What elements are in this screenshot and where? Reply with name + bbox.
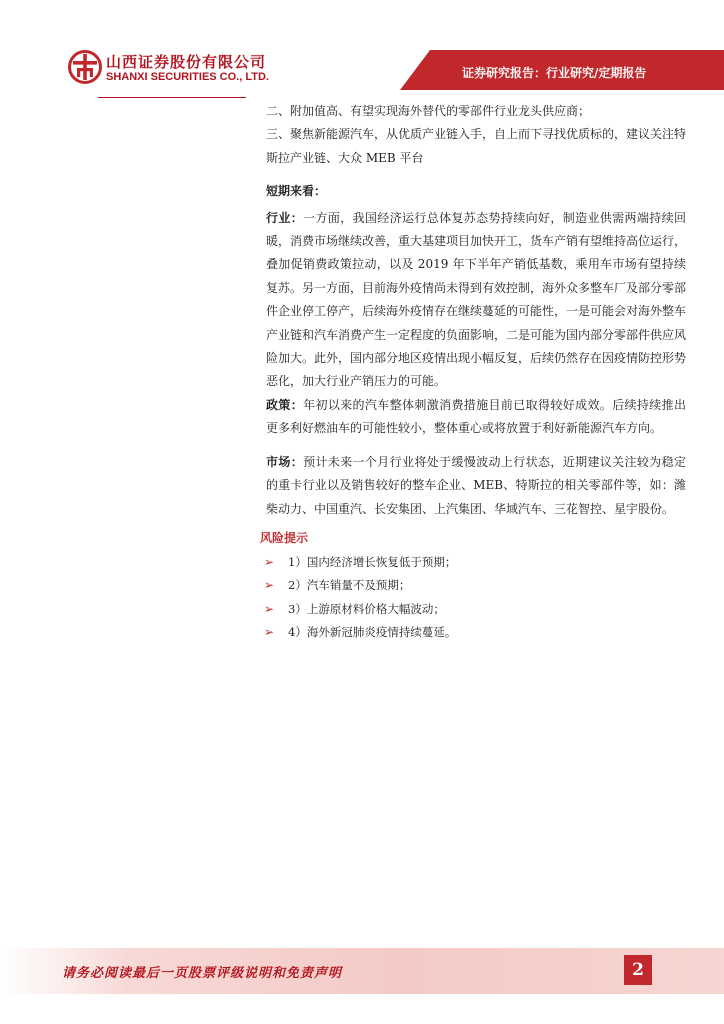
policy-label: 政策： (266, 397, 304, 412)
risk-list (266, 551, 686, 644)
risk-item (266, 598, 686, 621)
arrow-bullet-icon: ➢ (264, 624, 275, 639)
arrow-bullet-icon: ➢ (264, 554, 275, 569)
paragraph-item-2: 二、附加值高、有望实现海外替代的零部件行业龙头供应商； (266, 104, 591, 118)
risk-text: 3）上游原材料价格大幅波动； (288, 601, 445, 616)
policy-text: 年初以来的汽车整体刺激消费措施目前已取得较好成效。后续持续推出更多利好燃油车的可能性较小，整体重心或将放置于利好新能源汽车方向。 (266, 397, 686, 436)
arrow-bullet-icon: ➢ (264, 578, 275, 593)
market-label: 市场： (266, 454, 304, 469)
risk-item (266, 574, 686, 597)
company-logo-icon (68, 50, 102, 84)
market-paragraph (266, 451, 686, 521)
risk-text: 4）海外新冠肺炎疫情持续蔓延。 (288, 624, 457, 639)
report-body (260, 100, 687, 644)
risk-text: 1）国内经济增长恢复低于预期； (288, 554, 457, 569)
page-number: 2 (624, 955, 652, 985)
company-name-en: SHANXI SECURITIES CO., LTD. (106, 71, 269, 83)
industry-label: 行业： (266, 210, 304, 225)
risk-text: 2）汽车销量不及预期； (288, 578, 411, 593)
industry-paragraph (266, 207, 686, 394)
market-text: 预计未来一个月行业将处于缓慢波动上行状态，近期建议关注较为稳定的重卡行业以及销售较好的整车企业、MEB、特斯拉的相关零部件等，如：潍柴动力、中国重汽、长安集团、上汽集团、华域汽车、三花智控、星宇股份。 (266, 454, 686, 516)
short-term-heading: 短期来看： (266, 184, 327, 199)
risk-heading: 风险提示 (260, 530, 309, 545)
company-name-cn: 山西证券股份有限公司 (106, 53, 267, 71)
paragraph-item-3: 三、聚焦新能源汽车，从优质产业链入手，自上而下寻找优质标的，建议关注特斯拉产业链、大众 MEB 平台 (266, 127, 687, 165)
industry-text: 一方面，我国经济运行总体复苏态势持续向好，制造业供需两端持续回暖，消费市场继续改善，重大基建项目加快开工，货车产销有望维持高位运行，叠加促销费政策拉动，以及 2019 年下半年产销低基数，乘用车市场有望持续复苏。另一方面，目前海外疫情尚未得到有效控制，海外众多整车厂及部分零部件企业停工停产，后续海外疫情存在继续蔓延的可能性，一是可能会对海外整车产业链和汽车消费产生一定程度的负面影响，二是可能为国内部分零部件供应风险加大。此外，国内部分地区疫情出现小幅反复，后续仍然存在因疫情防控形势恶化，加大行业产销压力的可能。 (266, 210, 687, 389)
footer-disclaimer: 请务必阅读最后一页股票评级说明和免责声明 (62, 966, 343, 981)
header-divider (98, 97, 246, 98)
risk-item (266, 621, 686, 644)
policy-paragraph (266, 394, 686, 441)
arrow-bullet-icon: ➢ (264, 601, 275, 616)
risk-item (266, 551, 686, 574)
report-type-title: 证券研究报告：行业研究/定期报告 (462, 66, 647, 80)
